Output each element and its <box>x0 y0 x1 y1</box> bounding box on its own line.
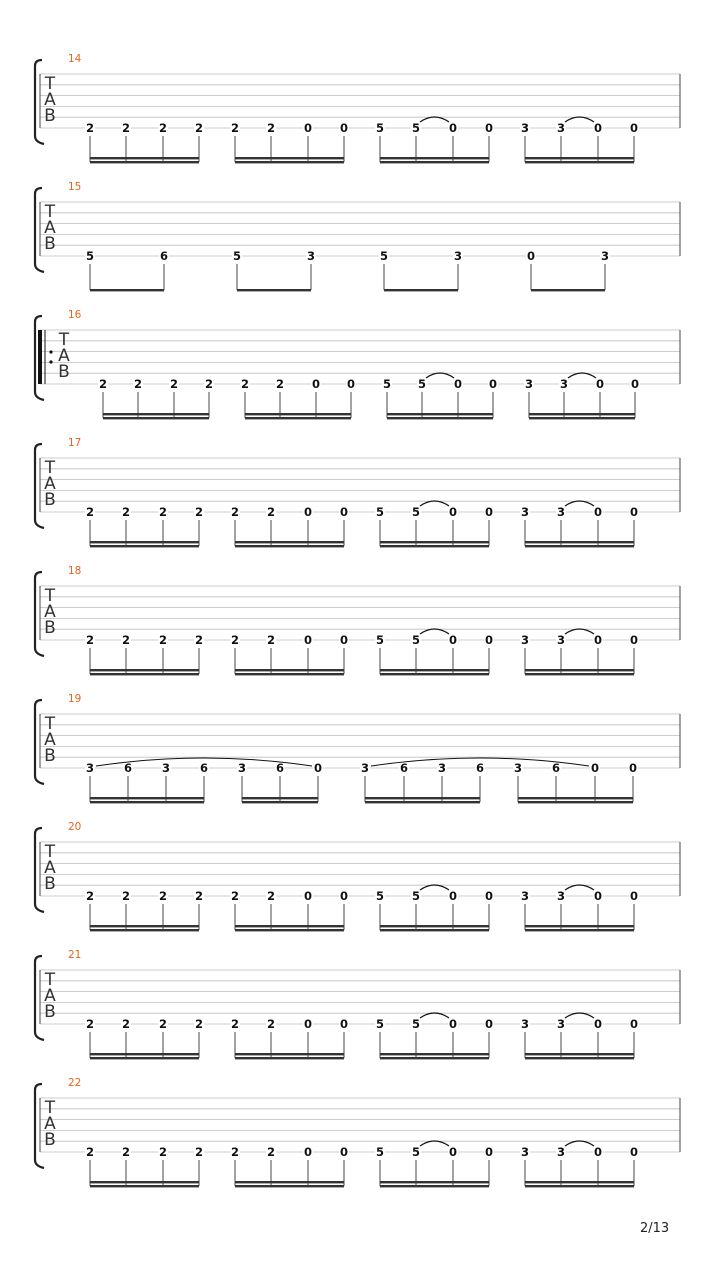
tab-system-18 <box>35 565 680 675</box>
tie-arc <box>568 373 596 378</box>
beam <box>90 545 199 547</box>
measure-number: 14 <box>68 53 82 65</box>
beam <box>235 1181 344 1183</box>
tab-clef-letter: A <box>58 346 70 366</box>
tie-arc <box>565 1141 594 1146</box>
tie-arc <box>565 1013 594 1018</box>
beam <box>242 797 318 799</box>
fret-number: 2 <box>204 377 214 391</box>
beam <box>90 801 204 803</box>
beam <box>245 417 351 419</box>
beam <box>380 1057 489 1059</box>
beam <box>380 669 489 671</box>
fret-number: 3 <box>453 249 463 263</box>
beam <box>518 801 633 803</box>
fret-number: 0 <box>630 377 640 391</box>
fret-number: 2 <box>169 377 179 391</box>
beam <box>235 925 344 927</box>
tie-arc <box>420 885 449 890</box>
fret-number: 0 <box>629 1145 639 1159</box>
fret-number: 0 <box>484 121 494 135</box>
fret-number: 3 <box>600 249 610 263</box>
fret-number: 0 <box>448 121 458 135</box>
tab-clef-letter: B <box>44 1002 56 1022</box>
tie-arc <box>565 885 594 890</box>
beam <box>384 289 458 291</box>
beam <box>529 413 635 415</box>
tab-clef-letter: T <box>44 586 56 606</box>
beam <box>103 413 209 415</box>
fret-number: 3 <box>559 377 569 391</box>
fret-number: 2 <box>230 1017 240 1031</box>
fret-number: 0 <box>484 1017 494 1031</box>
fret-number: 2 <box>158 121 168 135</box>
beam <box>90 669 199 671</box>
beam <box>380 157 489 159</box>
beam <box>525 1053 634 1055</box>
fret-number: 2 <box>266 1145 276 1159</box>
page-number: 2/13 <box>640 1221 670 1236</box>
fret-number: 6 <box>399 761 409 775</box>
fret-number: 0 <box>453 377 463 391</box>
beam <box>235 929 344 931</box>
beam <box>90 1185 199 1187</box>
fret-number: 6 <box>159 249 169 263</box>
fret-number: 2 <box>121 121 131 135</box>
beam <box>380 1181 489 1183</box>
fret-number: 6 <box>475 761 485 775</box>
tab-clef-letter: A <box>44 218 56 238</box>
fret-number: 2 <box>85 505 95 519</box>
beam <box>525 157 634 159</box>
fret-number: 5 <box>411 633 421 647</box>
fret-number: 3 <box>520 121 530 135</box>
fret-number: 3 <box>161 761 171 775</box>
fret-number: 2 <box>194 1145 204 1159</box>
tab-clef-letter: A <box>44 474 56 494</box>
fret-number: 5 <box>411 1145 421 1159</box>
beam <box>90 797 204 799</box>
tab-system-14 <box>35 53 680 163</box>
fret-number: 5 <box>382 377 392 391</box>
fret-number: 2 <box>230 633 240 647</box>
beam <box>380 541 489 543</box>
fret-number: 5 <box>375 1017 385 1031</box>
fret-number: 3 <box>520 889 530 903</box>
fret-number: 0 <box>484 889 494 903</box>
measure-number: 21 <box>68 949 82 961</box>
beam <box>525 673 634 675</box>
beam <box>387 413 493 415</box>
fret-number: 0 <box>593 889 603 903</box>
fret-number: 3 <box>556 633 566 647</box>
beam <box>245 413 351 415</box>
tie-arc <box>420 501 449 506</box>
tab-clef-letter: T <box>44 970 56 990</box>
fret-number: 0 <box>339 889 349 903</box>
tab-system-15 <box>35 181 680 291</box>
fret-number: 2 <box>275 377 285 391</box>
beam <box>235 673 344 675</box>
fret-number: 0 <box>526 249 536 263</box>
fret-number: 6 <box>199 761 209 775</box>
tab-clef-letter: T <box>44 714 56 734</box>
fret-number: 3 <box>520 1017 530 1031</box>
beam <box>90 929 199 931</box>
fret-number: 0 <box>448 1017 458 1031</box>
tab-clef-letter: T <box>44 1098 56 1118</box>
beam <box>365 797 480 799</box>
tab-clef-letter: A <box>44 1114 56 1134</box>
fret-number: 2 <box>266 1017 276 1031</box>
fret-number: 0 <box>339 633 349 647</box>
fret-number: 2 <box>85 1017 95 1031</box>
fret-number: 2 <box>158 889 168 903</box>
fret-number: 3 <box>306 249 316 263</box>
beam <box>525 1057 634 1059</box>
beam <box>235 1057 344 1059</box>
beam <box>235 1053 344 1055</box>
fret-number: 5 <box>417 377 427 391</box>
beam <box>525 1185 634 1187</box>
beam <box>90 1181 199 1183</box>
beam <box>235 1185 344 1187</box>
fret-number: 2 <box>230 889 240 903</box>
tab-system-22 <box>35 1077 680 1187</box>
beam <box>525 541 634 543</box>
beam <box>380 1185 489 1187</box>
beam <box>235 161 344 163</box>
fret-number: 0 <box>303 889 313 903</box>
tab-clef-letter: A <box>44 730 56 750</box>
beam <box>90 289 164 291</box>
beam <box>235 541 344 543</box>
fret-number: 5 <box>375 1145 385 1159</box>
fret-number: 0 <box>484 633 494 647</box>
beam <box>235 669 344 671</box>
fret-number: 0 <box>448 1145 458 1159</box>
tie-arc <box>420 1013 449 1018</box>
beam <box>380 1053 489 1055</box>
fret-number: 2 <box>194 1017 204 1031</box>
fret-number: 2 <box>121 505 131 519</box>
fret-number: 0 <box>593 633 603 647</box>
fret-number: 2 <box>121 1145 131 1159</box>
fret-number: 2 <box>121 889 131 903</box>
fret-number: 0 <box>303 633 313 647</box>
beam <box>90 161 199 163</box>
beam <box>525 1181 634 1183</box>
tie-arc <box>426 373 454 378</box>
fret-number: 3 <box>556 889 566 903</box>
fret-number: 2 <box>266 889 276 903</box>
fret-number: 2 <box>158 1145 168 1159</box>
fret-number: 0 <box>484 1145 494 1159</box>
fret-number: 2 <box>194 633 204 647</box>
measure-number: 15 <box>68 181 82 193</box>
tie-arc <box>420 117 449 122</box>
fret-number: 5 <box>379 249 389 263</box>
fret-number: 3 <box>524 377 534 391</box>
tab-clef-letter: B <box>44 874 56 894</box>
fret-number: 0 <box>339 1017 349 1031</box>
fret-number: 0 <box>339 1145 349 1159</box>
fret-number: 3 <box>556 121 566 135</box>
beam <box>365 801 480 803</box>
beam <box>103 417 209 419</box>
fret-number: 0 <box>629 121 639 135</box>
fret-number: 2 <box>133 377 143 391</box>
measure-number: 17 <box>68 437 82 449</box>
fret-number: 0 <box>593 1017 603 1031</box>
tab-clef-letter: B <box>44 490 56 510</box>
beam <box>380 673 489 675</box>
fret-number: 0 <box>488 377 498 391</box>
fret-number: 2 <box>240 377 250 391</box>
tab-clef-letter: B <box>44 1130 56 1150</box>
fret-number: 2 <box>158 633 168 647</box>
beam <box>387 417 493 419</box>
beam <box>237 289 311 291</box>
tie-arc <box>565 629 594 634</box>
fret-number: 6 <box>123 761 133 775</box>
tab-system-20 <box>35 821 680 931</box>
fret-number: 5 <box>375 121 385 135</box>
tab-clef-letter: B <box>44 234 56 254</box>
fret-number: 3 <box>513 761 523 775</box>
fret-number: 0 <box>448 505 458 519</box>
tab-clef-letter: A <box>44 90 56 110</box>
beam <box>525 161 634 163</box>
fret-number: 2 <box>98 377 108 391</box>
beam <box>90 673 199 675</box>
fret-number: 2 <box>230 505 240 519</box>
tab-clef-letter: T <box>44 842 56 862</box>
fret-number: 3 <box>237 761 247 775</box>
fret-number: 0 <box>303 1145 313 1159</box>
fret-number: 3 <box>520 1145 530 1159</box>
beam <box>90 925 199 927</box>
fret-number: 6 <box>275 761 285 775</box>
fret-number: 2 <box>85 633 95 647</box>
fret-number: 2 <box>85 889 95 903</box>
beam <box>90 157 199 159</box>
measure-number: 22 <box>68 1077 82 1089</box>
fret-number: 2 <box>121 633 131 647</box>
beam <box>529 417 635 419</box>
fret-number: 5 <box>85 249 95 263</box>
fret-number: 0 <box>629 1017 639 1031</box>
fret-number: 3 <box>85 761 95 775</box>
fret-number: 5 <box>232 249 242 263</box>
fret-number: 0 <box>484 505 494 519</box>
tab-clef-letter: T <box>58 330 70 350</box>
fret-number: 0 <box>448 889 458 903</box>
beam <box>525 929 634 931</box>
beam <box>235 545 344 547</box>
beam <box>380 545 489 547</box>
fret-number: 3 <box>556 505 566 519</box>
fret-number: 3 <box>520 633 530 647</box>
beam <box>235 157 344 159</box>
fret-number: 3 <box>520 505 530 519</box>
beam <box>242 801 318 803</box>
repeat-dot <box>49 350 52 353</box>
tab-clef-letter: T <box>44 202 56 222</box>
fret-number: 2 <box>158 1017 168 1031</box>
fret-number: 0 <box>593 1145 603 1159</box>
tab-clef-letter: B <box>44 746 56 766</box>
repeat-thick-bar <box>38 330 42 384</box>
fret-number: 5 <box>375 505 385 519</box>
fret-number: 0 <box>311 377 321 391</box>
fret-number: 5 <box>411 121 421 135</box>
measure-number: 16 <box>68 309 82 321</box>
fret-number: 0 <box>629 505 639 519</box>
fret-number: 2 <box>230 1145 240 1159</box>
tab-clef-letter: A <box>44 602 56 622</box>
fret-number: 6 <box>551 761 561 775</box>
measure-number: 18 <box>68 565 82 577</box>
tab-system-19 <box>35 693 680 803</box>
beam <box>380 925 489 927</box>
fret-number: 0 <box>303 505 313 519</box>
tab-clef-letter: B <box>44 618 56 638</box>
tab-system-21 <box>35 949 680 1059</box>
beam <box>531 289 605 291</box>
fret-number: 2 <box>194 505 204 519</box>
fret-number: 2 <box>121 1017 131 1031</box>
fret-number: 0 <box>448 633 458 647</box>
tab-system-17 <box>35 437 680 547</box>
fret-number: 0 <box>593 121 603 135</box>
fret-number: 3 <box>437 761 447 775</box>
fret-number: 2 <box>230 121 240 135</box>
fret-number: 2 <box>266 121 276 135</box>
beam <box>380 161 489 163</box>
tab-clef-letter: A <box>44 858 56 878</box>
fret-number: 3 <box>556 1145 566 1159</box>
beam <box>380 929 489 931</box>
fret-number: 0 <box>346 377 356 391</box>
fret-number: 5 <box>411 1017 421 1031</box>
fret-number: 0 <box>628 761 638 775</box>
fret-number: 0 <box>313 761 323 775</box>
beam <box>90 1053 199 1055</box>
fret-number: 0 <box>629 633 639 647</box>
fret-number: 3 <box>556 1017 566 1031</box>
measure-number: 19 <box>68 693 82 705</box>
fret-number: 0 <box>303 1017 313 1031</box>
beam <box>525 669 634 671</box>
tie-arc <box>420 629 449 634</box>
fret-number: 0 <box>303 121 313 135</box>
beam <box>90 1057 199 1059</box>
fret-number: 0 <box>595 377 605 391</box>
repeat-dot <box>49 360 52 363</box>
tab-clef-letter: B <box>44 106 56 126</box>
tie-arc <box>420 1141 449 1146</box>
measure-number: 20 <box>68 821 82 833</box>
tab-clef-letter: A <box>44 986 56 1006</box>
fret-number: 5 <box>375 889 385 903</box>
fret-number: 2 <box>194 121 204 135</box>
fret-number: 0 <box>629 889 639 903</box>
fret-number: 5 <box>411 505 421 519</box>
beam <box>525 925 634 927</box>
fret-number: 2 <box>85 121 95 135</box>
tie-arc <box>565 117 594 122</box>
fret-number: 2 <box>158 505 168 519</box>
tab-clef-letter: B <box>58 362 70 382</box>
beam <box>525 545 634 547</box>
fret-number: 0 <box>590 761 600 775</box>
fret-number: 0 <box>339 121 349 135</box>
fret-number: 2 <box>85 1145 95 1159</box>
fret-number: 0 <box>593 505 603 519</box>
fret-number: 2 <box>266 505 276 519</box>
beam <box>90 541 199 543</box>
tab-clef-letter: T <box>44 458 56 478</box>
fret-number: 2 <box>266 633 276 647</box>
fret-number: 3 <box>360 761 370 775</box>
tie-arc <box>565 501 594 506</box>
fret-number: 5 <box>375 633 385 647</box>
tab-clef-letter: T <box>44 74 56 94</box>
fret-number: 2 <box>194 889 204 903</box>
fret-number: 0 <box>339 505 349 519</box>
beam <box>518 797 633 799</box>
fret-number: 5 <box>411 889 421 903</box>
tab-system-16 <box>35 309 680 419</box>
